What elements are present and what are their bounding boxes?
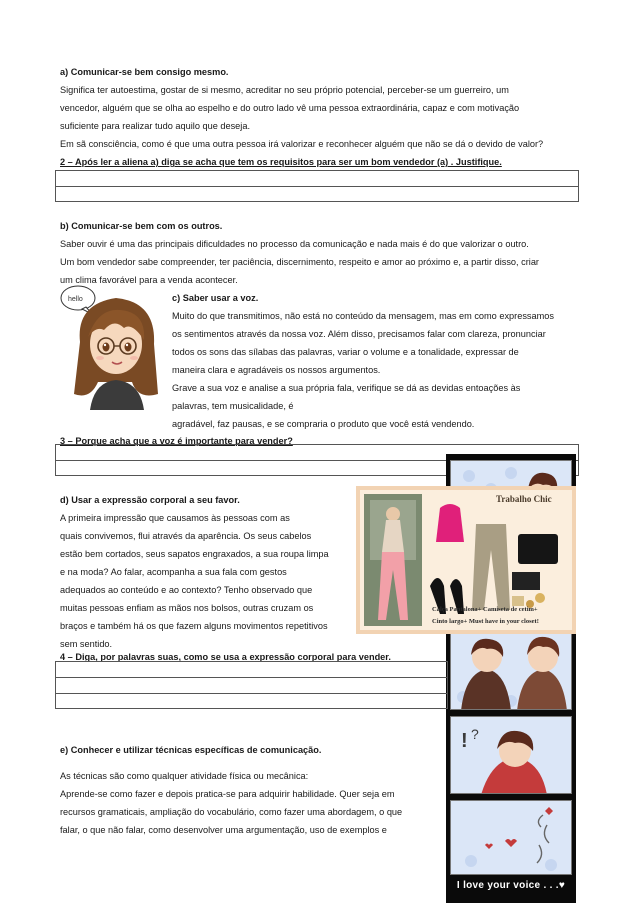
section-e-line: recursos gramaticais, ampliação do vocabulário, como fazer uma abordagem, o que [60,807,403,817]
section-c-line: os sentimentos através da nossa voz. Além disso, precisamos falar com clareza, pronunciar [172,329,546,339]
svg-text:!: ! [461,730,468,752]
section-c-line: agradável, faz pausas, e se compraria o produto que você está vendendo. [172,419,475,429]
bubble-text: hello [68,296,83,303]
section-a-heading: a) Comunicar-se bem consigo mesmo. [60,67,229,77]
comic-caption: I love your voice . . .♥ [456,880,566,891]
question-4: 4 – Diga, por palavras suas, como se usa a expressão corporal para vender. [60,652,391,662]
section-d-line: muitas pessoas enfiam as mãos nos bolsos, outras cruzam os [60,603,314,613]
section-b-line: um clima favorável para a venda acontecer. [60,275,238,285]
section-d-line: e na moda? Ao falar, acompanha a sua fala com gestos [60,567,287,577]
section-e-line: As técnicas são como qualquer atividade física ou mecânica: [60,771,309,781]
answer-line [55,186,579,187]
cartoon-girl-image [58,282,168,410]
section-a-line: Em sã consciência, como é que uma outra pessoa irá valorizar e reconhecer alguém que não se dá o devido de valor? [60,139,544,149]
fashion-title: Trabalho Chic [496,494,552,504]
section-d-line: estão bem cortados, seus sapatos engraxados, a sua roupa limpa [60,549,329,559]
section-b-line: Saber ouvir é uma das principais dificuldades no processo da comunicação e nada mais é do que valorizar o outro. [60,239,529,249]
section-d-heading: d) Usar a expressão corporal a seu favor. [60,495,240,505]
fashion-caption-1: Calça Pantalona+ Camiseta de cetim+ [432,606,538,613]
section-a-line: Significa ter autoestima, gostar de si mesmo, acreditar no seu próprio potencial, perceber-se um guerreiro, um [60,85,509,95]
answer-line [55,677,448,678]
svg-text:?: ? [471,726,479,742]
section-a-line: vencedor, alguém que se olha ao espelho e do outro lado vê uma pessoa extraordinária, capaz e com motivação [60,103,520,113]
fashion-caption-2: Cinto largo+ Must have in your closet! [432,618,539,625]
section-c-line: Grave a sua voz e analise a sua própria fala, verifique se dá as devidas entoações às [172,383,521,393]
comic-panel-4 [450,800,572,875]
section-d-line: A primeira impressão que causamos às pessoas com as [60,513,290,523]
question-3: 3 – Porque acha que a voz é importante para vender? [60,436,293,446]
section-b-line: Um bom vendedor sabe compreender, ter paciência, discernimento, respeito e amor ao próximo e, a partir disso, criar [60,257,539,267]
section-c-heading: c) Saber usar a voz. [172,293,259,303]
section-a-line: suficiente para realizar tudo aquilo que deseja. [60,121,250,131]
fashion-collage-image [356,486,576,634]
section-e-line: Aprende-se como fazer e depois pratica-se para adquirir habilidade. Quer seja em [60,789,395,799]
section-c-line: maneira clara e agradáveis os nossos argumentos. [172,365,381,375]
section-c-line: Muito do que transmitimos, não está no conteúdo da mensagem, mas em como expressamos [172,311,554,321]
section-d-line: sem sentido. [60,639,113,649]
section-c-line: todos os sons das sílabas das palavras, variar o volume e a tonalidade, expressar de [172,347,519,357]
answer-line [55,693,448,694]
answer-box-q4[interactable] [55,661,448,709]
section-e-heading: e) Conhecer e utilizar técnicas específicas de comunicação. [60,745,322,755]
comic-panel-3 [450,716,572,794]
section-d-line: adequados ao conteúdo e ao contexto? Tenho observado que [60,585,313,595]
section-d-line: quais convivemos, flui através da aparência. Os seus cabelos [60,531,312,541]
section-e-line: falar, o que não falar, como desenvolver uma argumentação, uso de exemplos e [60,825,387,835]
section-d-line: braços e também há os que fazem alguns movimentos repetitivos [60,621,328,631]
section-c-line: palavras, tem musicalidade, é [172,401,294,411]
section-b-heading: b) Comunicar-se bem com os outros. [60,221,223,231]
question-2: 2 – Após ler a aliena a) diga se acha que tem os requisitos para ser um bom vendedor (a) . Justifique. [60,157,502,167]
